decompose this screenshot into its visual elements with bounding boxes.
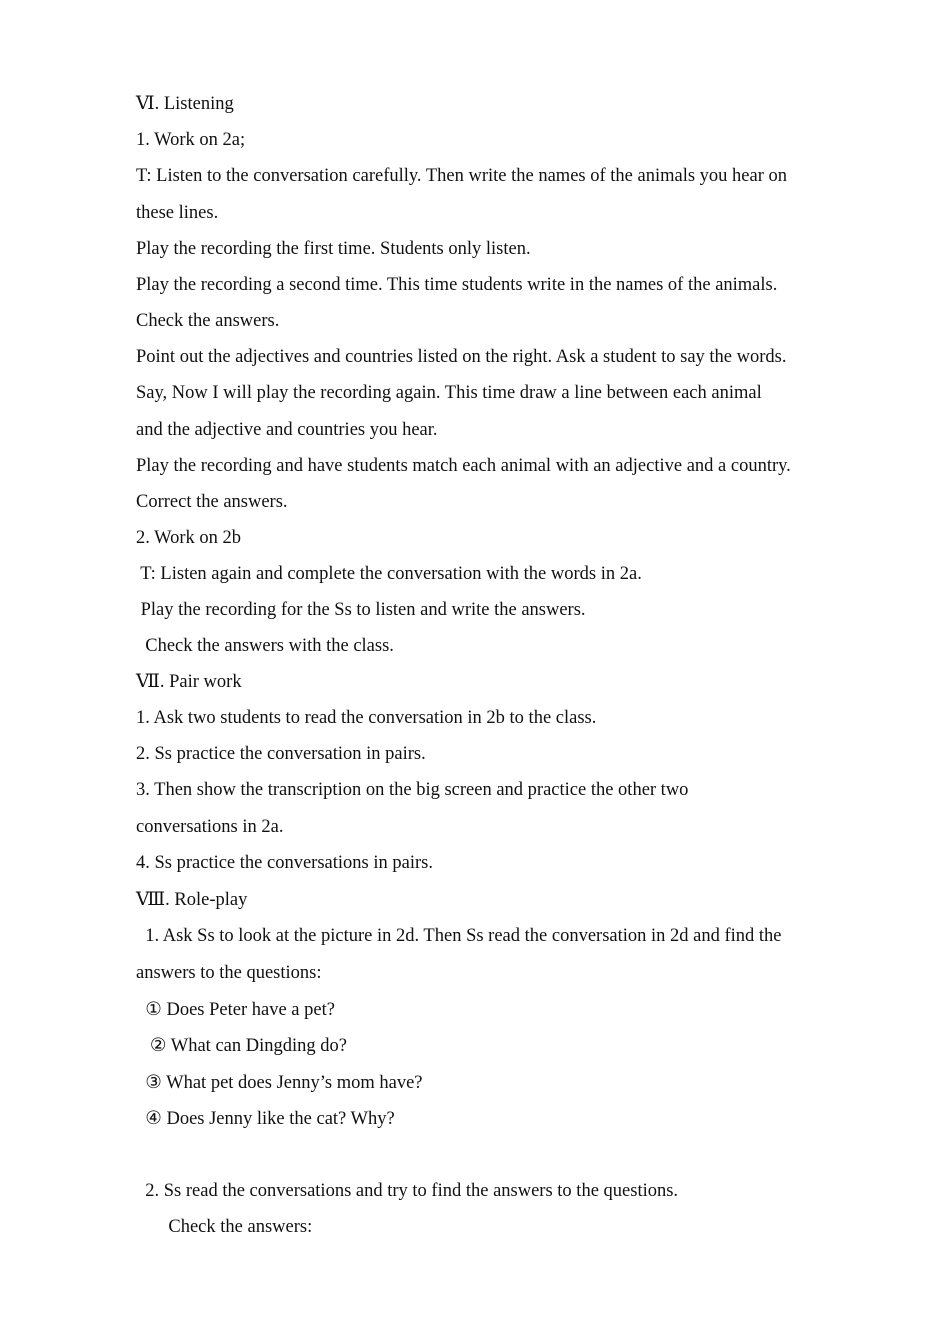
text-line: 1. Work on 2a; [136, 130, 246, 150]
text-line: 4. Ss practice the conversations in pairs. [136, 853, 433, 873]
text-line: Correct the answers. [136, 492, 288, 512]
text-line: and the adjective and countries you hear. [136, 420, 438, 440]
text-line: Check the answers. [136, 311, 280, 331]
text-line: T: Listen to the conversation carefully. Then write the names of the animals you hear on [136, 166, 787, 186]
question-item: ② What can Dingding do? [136, 1036, 347, 1056]
section-heading-pair-work: Ⅶ. Pair work [136, 672, 242, 692]
text-line: Play the recording the first time. Students only listen. [136, 239, 531, 259]
text-line: 1. Ask two students to read the conversation in 2b to the class. [136, 708, 597, 728]
text-line: Point out the adjectives and countries listed on the right. Ask a student to say the words. [136, 347, 787, 367]
text-line: Check the answers with the class. [136, 636, 394, 656]
question-item: ① Does Peter have a pet? [136, 1000, 335, 1020]
text-line: 1. Ask Ss to look at the picture in 2d. Then Ss read the conversation in 2d and find the [136, 926, 782, 946]
text-line: 2. Ss practice the conversation in pairs. [136, 744, 426, 764]
text-line: Play the recording and have students match each animal with an adjective and a country. [136, 456, 791, 476]
text-line: these lines. [136, 203, 219, 223]
text-line: Play the recording a second time. This time students write in the names of the animals. [136, 275, 778, 295]
text-line: conversations in 2a. [136, 817, 284, 837]
question-item: ④ Does Jenny like the cat? Why? [136, 1109, 395, 1129]
text-line: Play the recording for the Ss to listen and write the answers. [136, 600, 586, 620]
text-line: 2. Ss read the conversations and try to find the answers to the questions. [136, 1181, 679, 1201]
text-line: 2. Work on 2b [136, 528, 242, 548]
text-line: Check the answers: [136, 1217, 313, 1237]
text-line: T: Listen again and complete the conversation with the words in 2a. [136, 564, 642, 584]
text-line: Say, Now I will play the recording again. This time draw a line between each animal [136, 383, 762, 403]
text-line: 3. Then show the transcription on the big screen and practice the other two [136, 780, 689, 800]
section-heading-role-play: Ⅷ. Role-play [136, 890, 248, 910]
section-heading-listening: Ⅵ. Listening [136, 94, 234, 114]
text-line: answers to the questions: [136, 963, 322, 983]
question-item: ③ What pet does Jenny’s mom have? [136, 1073, 423, 1093]
